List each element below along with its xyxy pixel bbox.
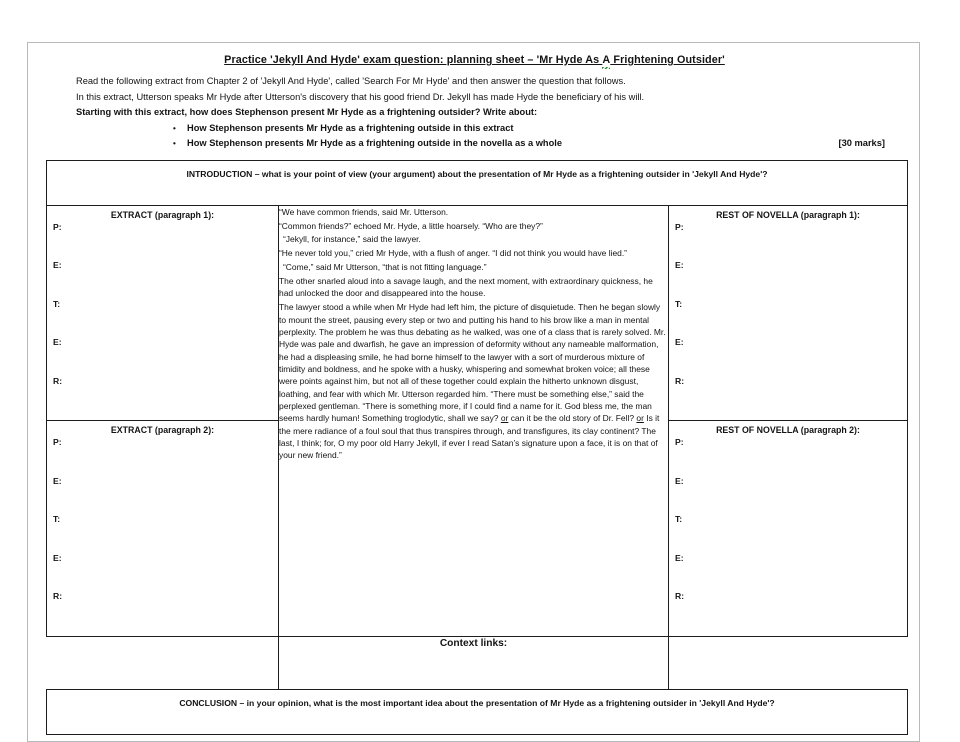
list-item [76,121,891,136]
peter-evidence-label: E: [675,260,684,271]
instruction-line-1: Read the following extract from Chapter 2 of 'Jekyll And Hyde', called 'Search For Mr Hyde' and then answer the question that follows. [76,76,626,86]
underlined-word: or [636,413,644,424]
peter-point-label: P: [675,437,684,448]
peter-technique-label: T: [675,514,683,525]
instructions-block [76,74,891,151]
peter-explain-label: E: [53,552,62,563]
extract-paragraph-1-header: EXTRACT (paragraph 1): [110,209,215,220]
conclusion-band-text: CONCLUSION – in your opinion, what is the most important idea about the presentation of Mr Hyde as a frightening outsider in 'Jekyll And Hyde'? [179,697,775,708]
peter-structure-left-1 [47,221,278,421]
peter-evidence-label: E: [675,475,684,486]
context-links-cell[interactable] [47,636,279,689]
bullet-text: How Stephenson presents Mr Hyde as a frightening outside in the novella as a whole [187,137,563,148]
extract-text-cell [279,205,669,636]
peter-relate-label: R: [53,591,63,602]
conclusion-band-cell[interactable] [47,689,908,734]
novella-paragraph-2-cell[interactable] [669,421,908,637]
extract-paragraph-2-cell[interactable] [47,421,279,637]
table-row-conclusion [47,689,908,734]
extract-paragraph-2-header: EXTRACT (paragraph 2): [110,425,215,436]
introduction-band-cell[interactable] [47,160,908,205]
peter-relate-label: R: [675,591,685,602]
peter-point-label: P: [675,221,684,232]
extract-paragraph: “Common friends?” echoed Mr. Hyde, a little hoarsely. “Who are they?” [279,220,543,231]
exam-question-line: Starting with this extract, how does Stephenson present Mr Hyde as a frightening outsider? Write about: [76,107,538,118]
peter-structure-right-1 [669,221,907,421]
introduction-band-text: INTRODUCTION – what is your point of view (your argument) about the presentation of Mr Hyde as a frightening outsider in 'Jekyll And Hyde'? [186,168,768,179]
page-title-part-before: Practice 'Jekyll And Hyde' exam question: planning sheet – 'Mr Hyde As [224,54,603,66]
table-row-introduction [47,160,908,205]
extract-paragraph: “He never told you,” cried Mr Hyde, with a flush of anger. “I did not think you would have lied.” [279,248,627,259]
extract-paragraph: “Come,” said Mr Utterson, “that is not fitting language.” [283,262,487,273]
table-row-context-links [47,636,908,689]
extract-paragraph: “Jekyll, for instance,” said the lawyer. [283,234,421,245]
peter-point-label: P: [53,437,62,448]
extract-paragraph: The other snarled aloud into a savage laugh, and the next moment, with extraordinary quickness, he had unlocked the door and disappeared into the house. [279,276,653,299]
marks-allocation: [30 marks] [838,137,885,148]
extract-paragraph: “We have common friends, said Mr. Utterson. [279,206,449,217]
context-links-label: Context links: [439,637,508,649]
peter-relate-label: R: [675,375,685,386]
peter-technique-label: T: [53,514,61,525]
instruction-line-2: In this extract, Utterson speaks Mr Hyde after Utterson's discovery that his good friend Dr. Jekyll has made Hyde the beneficiary of his will. [76,91,645,102]
page-title-grammar-flag: A [602,54,611,66]
bullet-icon: • [173,138,176,148]
bullet-text: How Stephenson presents Mr Hyde as a frightening outside in this extract [187,122,514,133]
peter-evidence-label: E: [53,260,62,271]
question-bullet-list [76,121,891,151]
peter-explain-label: E: [53,337,62,348]
novella-paragraph-2-header: REST OF NOVELLA (paragraph 2): [716,425,860,436]
peter-structure-right-2 [669,436,907,636]
peter-explain-label: E: [675,337,684,348]
peter-structure-left-2 [47,436,278,636]
extract-paragraph: The lawyer stood a while when Mr Hyde had left him, the picture of disquietude. Then he began slowly to mount the street, pausing every step or two and putting his hand to his brow like a man in mental perplexity. The problem he was thus debating as he walked, was one of a class that is rarely solved. Mr. Hyde was pale and dwarfish, he gave an impression of deformity without any nameable malformation, he had a displeasing smile, he had borne himself to the lawyer with a sort of murderous mixture of timidity and boldness, and he spoke with a husky, whispering and somewhat broken voice; all these were points against him, but not all of these together could explain the hitherto unknown disgust, loathing, and fear with which Mr. Utterson regarded him. “There must be something else,” said the perplexed gentleman. “There is something more, if I could find a name for it. God bless me, the man seems hardly human! Something troglodytic, shall we say? or can it be the old story of Dr. Fell? or Is it the mere radiance of a foul soul that thus transpires through, and transfigures, its clay continent? The last, I think; for, O my poor old Harry Jekyll, if ever I read Satan’s signature upon a face, it is on that of your new friend.” [279,302,666,461]
peter-relate-label: R: [53,375,63,386]
peter-point-label: P: [53,221,62,232]
planning-table [46,160,908,735]
document-page [27,42,920,742]
document-body [28,43,921,735]
context-links-box[interactable] [279,636,669,689]
peter-technique-label: T: [53,298,61,309]
bullet-icon: • [173,123,176,133]
underlined-word: or [500,413,509,424]
context-links-spacer [669,636,908,689]
table-row-paragraph-1 [47,205,908,421]
page-title-part-after: Frightening Outsider' [610,54,725,66]
list-item [76,136,891,151]
page-title [50,53,899,67]
novella-paragraph-1-cell[interactable] [669,205,908,421]
peter-explain-label: E: [675,552,684,563]
extract-paragraph-1-cell[interactable] [47,205,279,421]
peter-evidence-label: E: [53,475,62,486]
novella-paragraph-1-header: REST OF NOVELLA (paragraph 1): [716,209,860,220]
peter-technique-label: T: [675,298,683,309]
